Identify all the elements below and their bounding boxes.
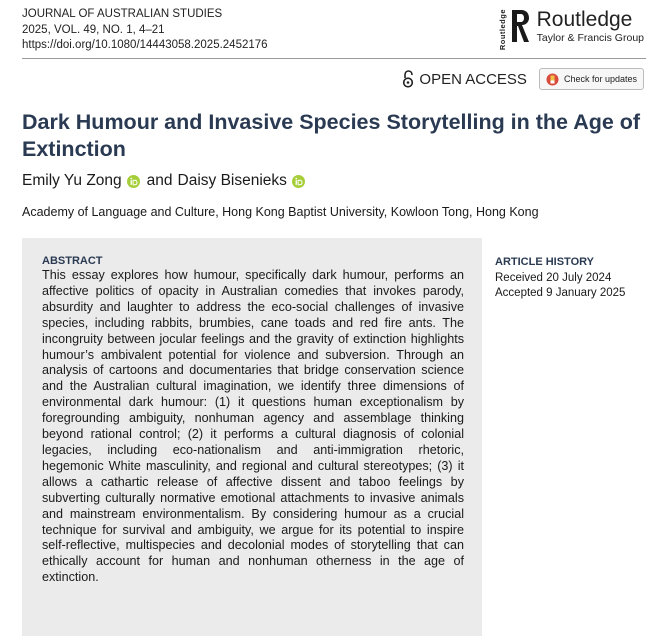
publisher-name: Routledge: [536, 8, 633, 31]
abstract-text: This essay explores how humour, specifically dark humour, performs an affective politics of opacity in Australian comedies that invokes parody, absurdity and laughter to address the eco-social challenges of invasive species, including rabbits, brumbies, cane toads and red fire ants. The incongruity between jocular feelings and the gravity of extinction highlights humour’s ambivalent potential for violence and subversion. Through an analysis of cartoons and documentaries that bridge conservation science and the Australian cultural imagination, we identify three dimensions of environmental dark humour: (1) it questions human exceptionalism by foregrounding ambiguity, nonhuman agency and assemblage thinking beyond rational control; (2) it performs a cultural diagnosis of colonial legacies, including eco-nationalism and anti-immigration rhetoric, hegemonic White masculinity, and regional and cultural stereotypes; (3) it allows a cathartic release of affective dissent and taboo feelings by subverting culturally normative emotional attachments to invasive animals and mainstream environmentalism. By considering humour as a crucial technique for survival and ambiguity, we argue for its potential to inspire self-reflective, multispecies and decolonial modes of storytelling that can ethically account for human and nonhuman otherness in the age of extinction.: [42, 268, 464, 585]
abstract-panel: [22, 238, 482, 636]
publisher-logo: [498, 8, 644, 50]
doi-link[interactable]: https://doi.org/10.1080/14443058.2025.2452176: [22, 39, 268, 51]
article-history: [495, 255, 625, 302]
affiliation: Academy of Language and Culture, Hong Kong Baptist University, Kowloon Tong, Hong Kong: [22, 205, 539, 219]
header-divider: [22, 58, 646, 59]
publisher-subtitle: Taylor & Francis Group: [536, 32, 644, 44]
article-title: Dark Humour and Invasive Species Storytelling in the Age of Extinction: [22, 110, 641, 161]
access-row: [402, 68, 644, 90]
authors-line: [22, 172, 312, 190]
author-name[interactable]: Emily Yu Zong: [22, 172, 122, 189]
accepted-date: Accepted 9 January 2025: [495, 287, 626, 299]
crossmark-icon: [546, 73, 559, 86]
article-history-heading: ARTICLE HISTORY: [495, 256, 595, 268]
journal-info: [22, 7, 268, 54]
journal-name: JOURNAL OF AUSTRALIAN STUDIES: [22, 8, 223, 20]
orcid-icon[interactable]: [292, 175, 305, 188]
open-access-label: OPEN ACCESS: [419, 70, 527, 88]
open-lock-icon: [402, 70, 414, 88]
open-access-badge: [402, 70, 527, 88]
abstract-heading: ABSTRACT: [42, 255, 103, 267]
received-date: Received 20 July 2024: [495, 271, 612, 284]
journal-volume: 2025, VOL. 49, NO. 1, 4–21: [22, 23, 165, 36]
orcid-icon[interactable]: [127, 175, 140, 188]
author-name[interactable]: Daisy Bisenieks: [177, 172, 287, 189]
routledge-r-icon: [509, 8, 531, 44]
publisher-vertical-brand: Routledge: [497, 9, 507, 51]
check-for-updates-button[interactable]: [539, 68, 644, 90]
check-for-updates-label: Check for updates: [563, 74, 637, 84]
author-connector: and: [146, 172, 173, 189]
